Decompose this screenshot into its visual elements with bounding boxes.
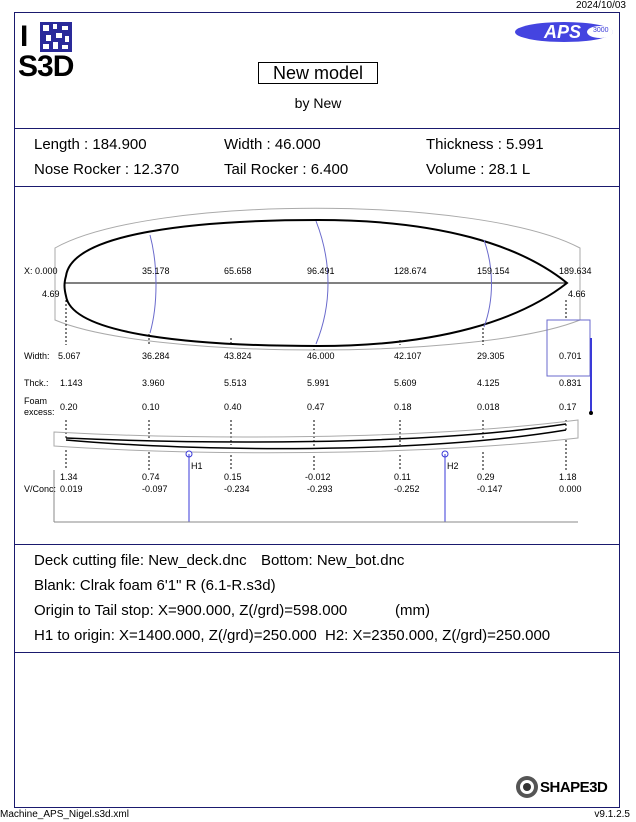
slice-line-1	[150, 235, 156, 333]
x-value-4: 128.674	[394, 266, 427, 276]
thick-value: 4.125	[477, 378, 500, 388]
spec-thickness: Thickness : 5.991	[426, 136, 544, 153]
vconc-value: -0.097	[142, 484, 168, 494]
x-value-6: 189.634	[559, 266, 592, 276]
x-value-2: 65.658	[224, 266, 252, 276]
blank-outline	[55, 208, 580, 350]
app-version: v9.1.2.5	[594, 809, 630, 820]
vconc-value: -0.293	[307, 484, 333, 494]
x-value-5: 159.154	[477, 266, 510, 276]
model-title: New model	[258, 62, 378, 84]
blank-info: Blank: Clrak foam 6'1" R (6.1-R.s3d)	[34, 577, 276, 594]
rocker-value: 1.34	[60, 472, 78, 482]
foam-value: 0.10	[142, 402, 160, 412]
aps-logo-text: APS	[544, 22, 582, 42]
thick-value: 5.609	[394, 378, 417, 388]
h2-info: H2: X=2350.000, Z(/grd)=250.000	[325, 627, 551, 644]
shape3d-logo-text: SHAPE3D	[540, 779, 608, 796]
s3d-logo-text: S3D	[18, 50, 74, 83]
vconc-value: 0.019	[60, 484, 83, 494]
width-value: 5.067	[58, 351, 81, 361]
thick-value: 3.960	[142, 378, 165, 388]
vconc-row-label: V/Conc:	[24, 484, 57, 494]
print-date: 2024/10/03	[575, 0, 626, 11]
vconc-value: -0.252	[394, 484, 420, 494]
aps-logo-sub: 3000	[593, 27, 609, 34]
h1-label: H1	[191, 461, 203, 471]
excess-row-label: excess:	[24, 407, 55, 417]
foam-value: 0.018	[477, 402, 500, 412]
x-value-3: 96.491	[307, 266, 335, 276]
thick-value: 1.143	[60, 378, 83, 388]
shape3d-swirl-icon	[514, 774, 540, 800]
width-value: 36.284	[142, 351, 170, 361]
spec-tail-rocker: Tail Rocker : 6.400	[224, 161, 349, 178]
vconc-value: 0.000	[559, 484, 582, 494]
h2-label: H2	[447, 461, 459, 471]
bottom-file: Bottom: New_bot.dnc	[261, 552, 405, 569]
foam-value: 0.40	[224, 402, 242, 412]
rocker-value: 0.11	[394, 472, 411, 482]
thick-row-label: Thck.:	[24, 378, 49, 388]
width-value: 0.701	[559, 351, 582, 361]
spec-width: Width : 46.000	[224, 136, 321, 153]
width-value: 29.305	[477, 351, 505, 361]
rocker-value: 0.15	[224, 472, 242, 482]
thick-value: 0.831	[559, 378, 582, 388]
left-tip: 4.69	[42, 289, 60, 299]
foam-value: 0.17	[559, 402, 577, 412]
width-value: 42.107	[394, 351, 422, 361]
width-value: 46.000	[307, 351, 335, 361]
s3d-logo-letter: I	[20, 20, 29, 53]
x-value-1: 35.178	[142, 266, 170, 276]
model-author: by New	[294, 95, 342, 111]
x-label: X: 0.000	[24, 266, 58, 276]
spec-nose-rocker: Nose Rocker : 12.370	[34, 161, 180, 178]
spec-volume: Volume : 28.1 L	[426, 161, 531, 178]
divider-files-bottom	[14, 652, 620, 653]
divider-files-top	[14, 544, 620, 545]
tail-slice-dot	[589, 411, 593, 415]
rocker-value: -0.012	[305, 472, 331, 482]
shape3d-logo	[514, 774, 614, 800]
thick-value: 5.513	[224, 378, 247, 388]
rocker-value: 0.29	[477, 472, 495, 482]
foam-value: 0.18	[394, 402, 412, 412]
foam-row-label: Foam	[24, 396, 48, 406]
deck-file: Deck cutting file: New_deck.dnc	[34, 552, 247, 569]
width-row-label: Width:	[24, 351, 50, 361]
source-filename: Machine_APS_Nigel.s3d.xml	[0, 809, 129, 820]
width-value: 43.824	[224, 351, 252, 361]
spec-length: Length : 184.900	[34, 136, 147, 153]
rocker-value: 1.18	[559, 472, 577, 482]
unit-info: (mm)	[395, 602, 430, 619]
thick-value: 5.991	[307, 378, 330, 388]
right-tip: 4.66	[568, 289, 586, 299]
h1-info: H1 to origin: X=1400.000, Z(/grd)=250.000	[34, 627, 317, 644]
rocker-value: 0.74	[142, 472, 160, 482]
foam-value: 0.47	[307, 402, 325, 412]
vconc-value: -0.147	[477, 484, 503, 494]
foam-value: 0.20	[60, 402, 78, 412]
origin-info: Origin to Tail stop: X=900.000, Z(/grd)=598.000	[34, 602, 348, 619]
vconc-value: -0.234	[224, 484, 250, 494]
